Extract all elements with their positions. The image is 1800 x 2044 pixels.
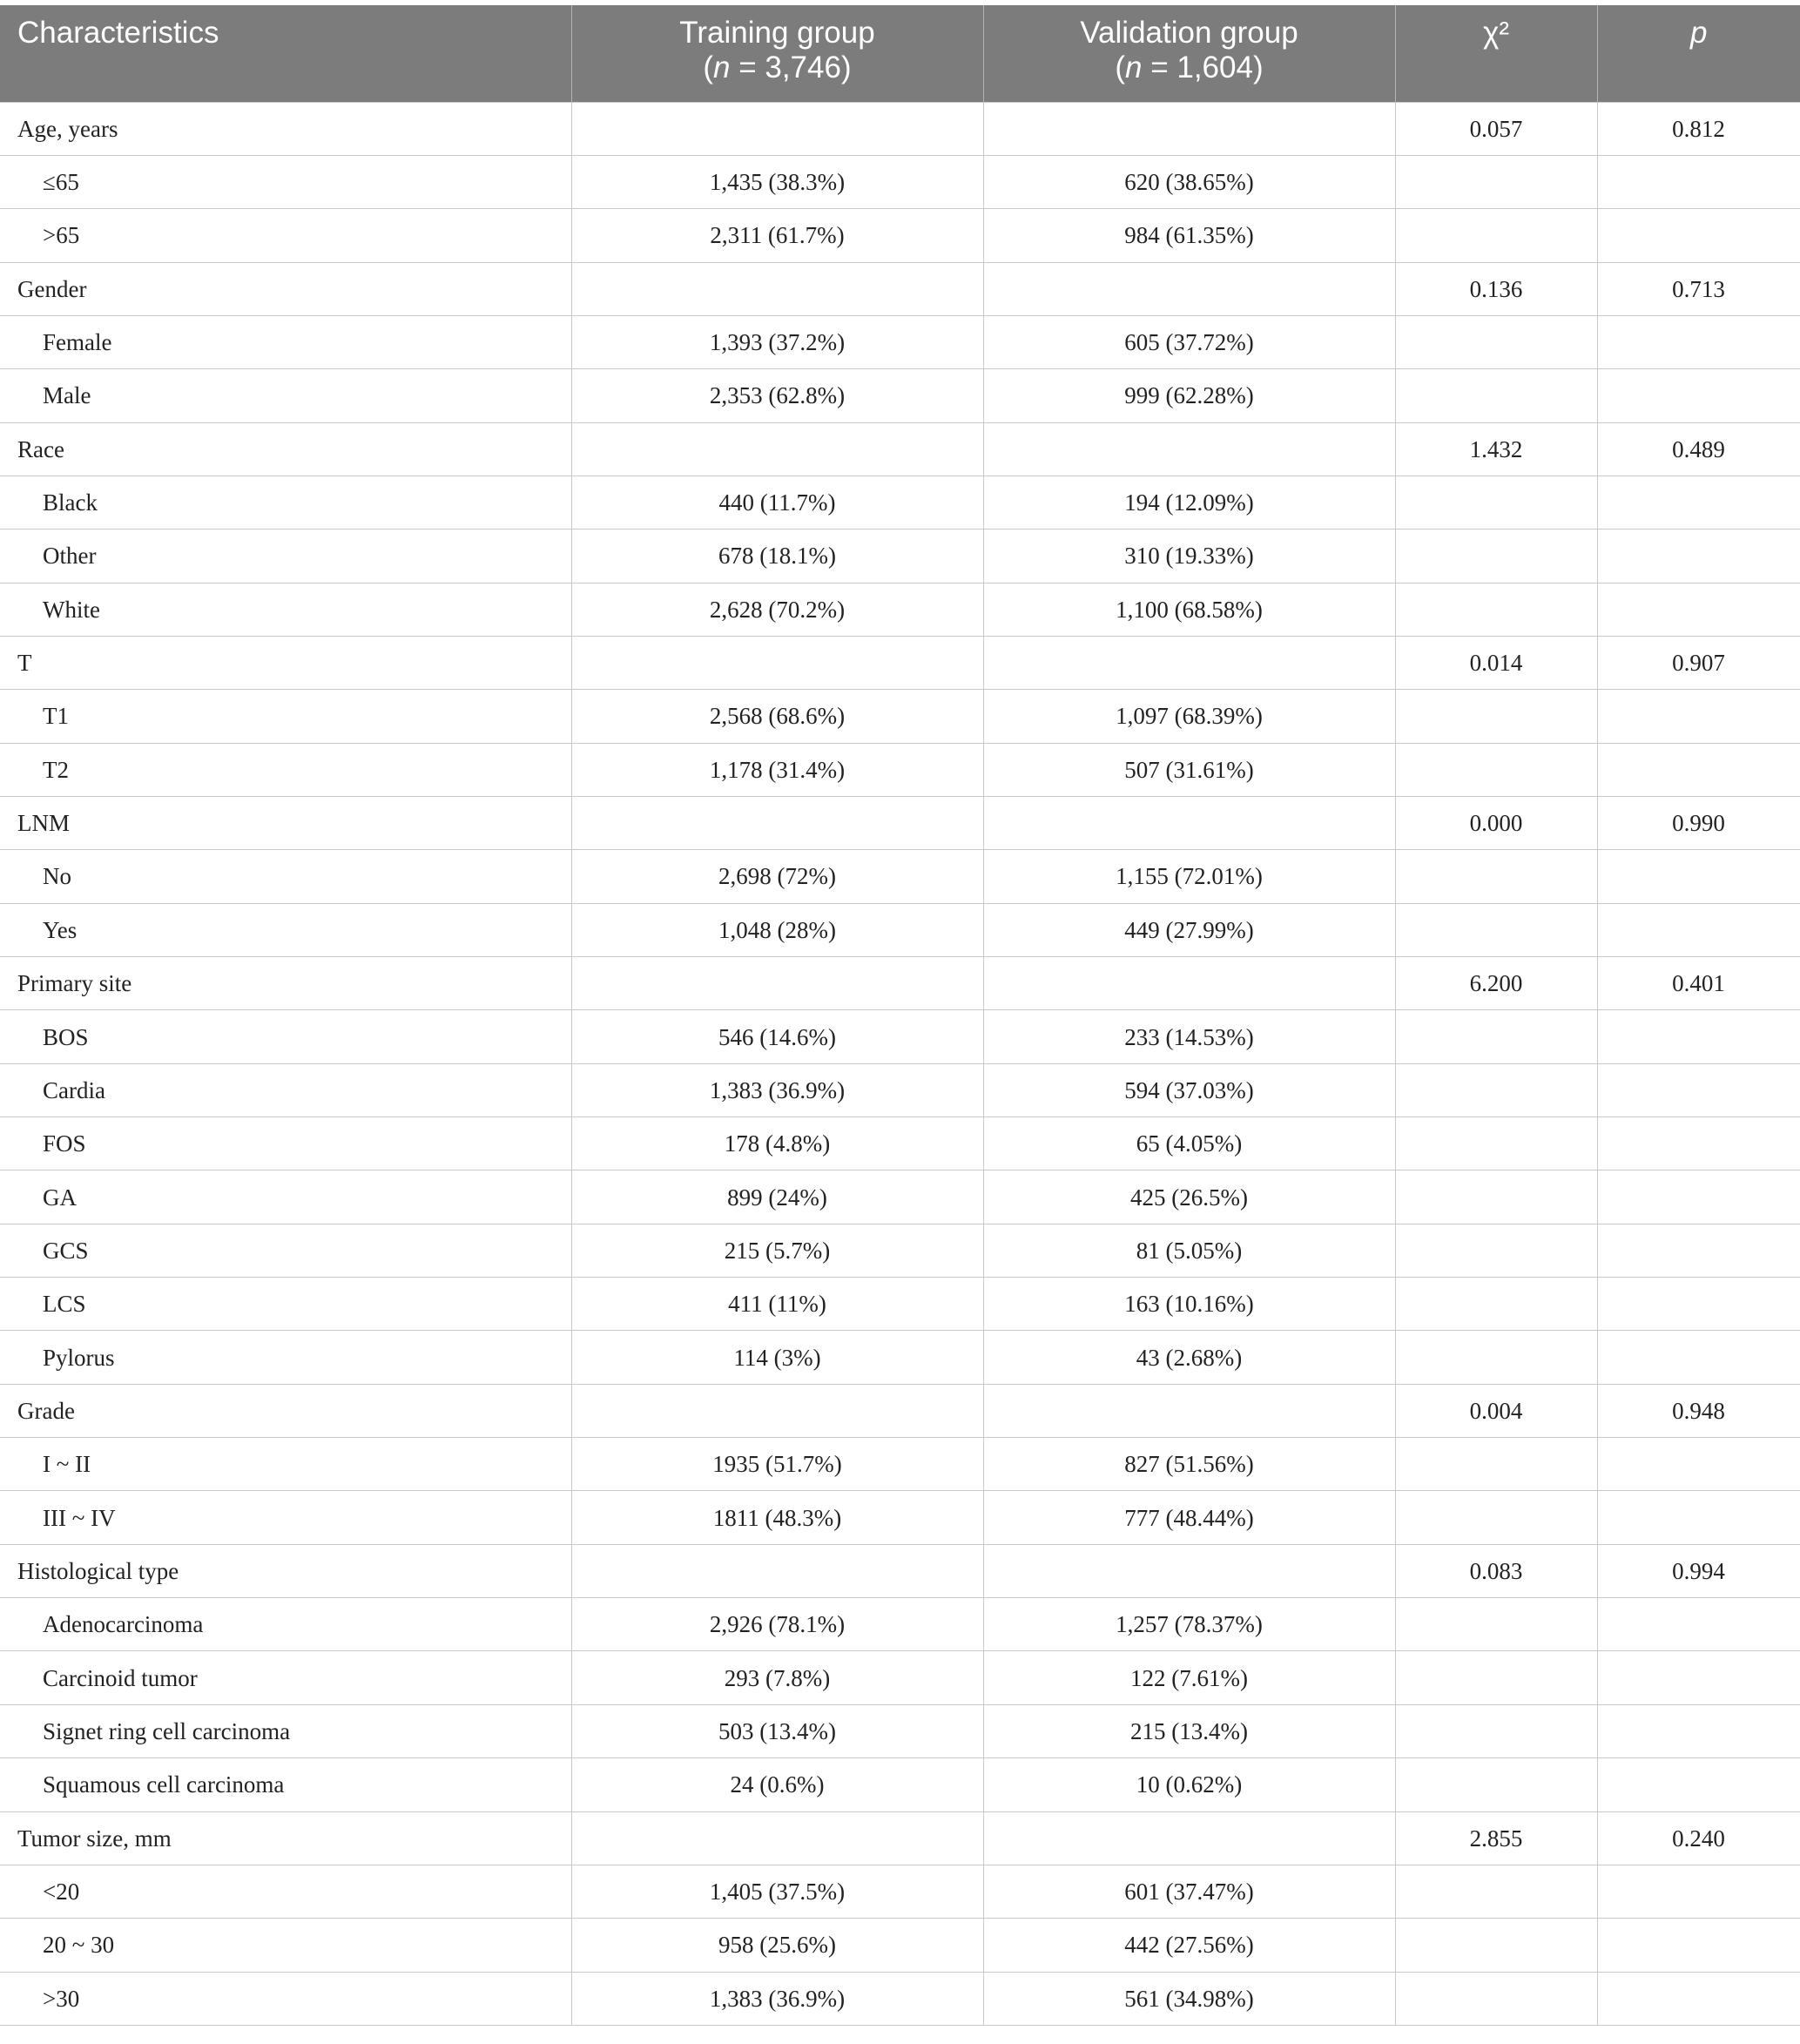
chi-square-value — [1395, 850, 1597, 903]
p-value — [1597, 903, 1800, 956]
validation-value — [983, 262, 1395, 315]
p-value — [1597, 1331, 1800, 1384]
validation-value: 449 (27.99%) — [983, 903, 1395, 956]
row-label: Histological type — [0, 1544, 571, 1597]
chi-square-value — [1395, 1972, 1597, 2025]
table-row-subcategory — [0, 1438, 1800, 1491]
p-value — [1597, 1063, 1800, 1116]
training-value: 2,568 (68.6%) — [571, 690, 983, 743]
chi-square-value — [1395, 903, 1597, 956]
p-value — [1597, 1758, 1800, 1811]
p-value: 0.401 — [1597, 957, 1800, 1010]
training-value: 1935 (51.7%) — [571, 1438, 983, 1491]
validation-value: 1,100 (68.58%) — [983, 583, 1395, 636]
row-label: Yes — [0, 903, 571, 956]
chi-square-value: 0.136 — [1395, 262, 1597, 315]
chi-square-value — [1395, 476, 1597, 529]
table-row-subcategory — [0, 1224, 1800, 1277]
table-row-category — [0, 262, 1800, 315]
header-row — [0, 5, 1800, 102]
header-characteristics: Characteristics — [0, 5, 571, 102]
training-value — [571, 636, 983, 689]
p-value: 0.713 — [1597, 262, 1800, 315]
table-row-category — [0, 102, 1800, 155]
p-value — [1597, 1865, 1800, 1918]
p-value — [1597, 1224, 1800, 1277]
row-label: T — [0, 636, 571, 689]
header-p-value — [1597, 5, 1800, 102]
p-value — [1597, 690, 1800, 743]
training-value — [571, 1811, 983, 1865]
p-value — [1597, 583, 1800, 636]
validation-value — [983, 796, 1395, 849]
row-label: I ~ II — [0, 1438, 571, 1491]
validation-value: 620 (38.65%) — [983, 155, 1395, 208]
chi-square-value — [1395, 743, 1597, 796]
validation-value — [983, 422, 1395, 476]
table-row-subcategory — [0, 369, 1800, 422]
row-label: Male — [0, 369, 571, 422]
p-value — [1597, 476, 1800, 529]
p-value — [1597, 1010, 1800, 1063]
chi-square-value: 0.057 — [1395, 102, 1597, 155]
chi-square-value: 2.855 — [1395, 1811, 1597, 1865]
p-value — [1597, 1651, 1800, 1704]
row-label: GCS — [0, 1224, 571, 1277]
table-row-category — [0, 1811, 1800, 1865]
validation-value: 1,257 (78.37%) — [983, 1598, 1395, 1651]
training-value: 958 (25.6%) — [571, 1919, 983, 1972]
table-body — [0, 102, 1800, 2025]
table-row-subcategory — [0, 530, 1800, 583]
header-validation-label: Validation group — [1080, 16, 1298, 50]
training-value: 293 (7.8%) — [571, 1651, 983, 1704]
training-value: 411 (11%) — [571, 1278, 983, 1331]
p-value — [1597, 369, 1800, 422]
table-row-subcategory — [0, 476, 1800, 529]
row-label: >65 — [0, 209, 571, 262]
row-label: Female — [0, 315, 571, 368]
row-label: <20 — [0, 1865, 571, 1918]
characteristics-table — [0, 5, 1800, 2026]
training-value — [571, 1544, 983, 1597]
training-value: 1,435 (38.3%) — [571, 155, 983, 208]
chi-square-value — [1395, 1224, 1597, 1277]
row-label: Age, years — [0, 102, 571, 155]
header-training-label: Training group — [679, 16, 875, 50]
row-label: Adenocarcinoma — [0, 1598, 571, 1651]
table-row-subcategory — [0, 743, 1800, 796]
table-row-category — [0, 1384, 1800, 1437]
row-label: >30 — [0, 1972, 571, 2025]
validation-value — [983, 102, 1395, 155]
chi-square-value — [1395, 690, 1597, 743]
p-value: 0.994 — [1597, 1544, 1800, 1597]
row-label: Carcinoid tumor — [0, 1651, 571, 1704]
training-value: 2,698 (72%) — [571, 850, 983, 903]
p-value: 0.990 — [1597, 796, 1800, 849]
row-label: LCS — [0, 1278, 571, 1331]
chi-square-value — [1395, 1063, 1597, 1116]
table-row-category — [0, 422, 1800, 476]
training-value: 546 (14.6%) — [571, 1010, 983, 1063]
validation-value: 601 (37.47%) — [983, 1865, 1395, 1918]
table-row-subcategory — [0, 1331, 1800, 1384]
training-value: 178 (4.8%) — [571, 1117, 983, 1170]
validation-value: 984 (61.35%) — [983, 209, 1395, 262]
training-value: 1,383 (36.9%) — [571, 1972, 983, 2025]
p-value — [1597, 1170, 1800, 1224]
chi-square-value — [1395, 155, 1597, 208]
training-value: 2,926 (78.1%) — [571, 1598, 983, 1651]
row-label: T2 — [0, 743, 571, 796]
row-label: GA — [0, 1170, 571, 1224]
table-row-subcategory — [0, 1278, 1800, 1331]
p-value — [1597, 315, 1800, 368]
row-label: Gender — [0, 262, 571, 315]
chi-square-value — [1395, 1651, 1597, 1704]
header-training-n: (n = 3,746) — [703, 51, 852, 84]
chi-square-value — [1395, 369, 1597, 422]
validation-value — [983, 957, 1395, 1010]
training-value — [571, 796, 983, 849]
p-value — [1597, 1278, 1800, 1331]
row-label: BOS — [0, 1010, 571, 1063]
table-row-subcategory — [0, 1704, 1800, 1757]
chi-square-value — [1395, 530, 1597, 583]
p-value — [1597, 1438, 1800, 1491]
validation-value — [983, 1544, 1395, 1597]
header-validation-group — [983, 5, 1395, 102]
training-value: 114 (3%) — [571, 1331, 983, 1384]
chi-square-value: 1.432 — [1395, 422, 1597, 476]
chi-square-value — [1395, 1170, 1597, 1224]
validation-value: 310 (19.33%) — [983, 530, 1395, 583]
table-row-subcategory — [0, 583, 1800, 636]
table-row-subcategory — [0, 1865, 1800, 1918]
chi-square-value — [1395, 1117, 1597, 1170]
validation-value: 10 (0.62%) — [983, 1758, 1395, 1811]
row-label: Pylorus — [0, 1331, 571, 1384]
validation-value: 163 (10.16%) — [983, 1278, 1395, 1331]
table-row-subcategory — [0, 690, 1800, 743]
p-value — [1597, 1972, 1800, 2025]
table-row-subcategory — [0, 1010, 1800, 1063]
p-value — [1597, 743, 1800, 796]
chi-square-value — [1395, 209, 1597, 262]
table-row-subcategory — [0, 155, 1800, 208]
chi-square-value — [1395, 1865, 1597, 1918]
table-row-subcategory — [0, 1063, 1800, 1116]
training-value: 503 (13.4%) — [571, 1704, 983, 1757]
training-value: 678 (18.1%) — [571, 530, 983, 583]
chi-square-value: 6.200 — [1395, 957, 1597, 1010]
training-value — [571, 102, 983, 155]
table-row-subcategory — [0, 315, 1800, 368]
p-value: 0.907 — [1597, 636, 1800, 689]
training-value: 1,405 (37.5%) — [571, 1865, 983, 1918]
chi-square-value — [1395, 1331, 1597, 1384]
row-label: FOS — [0, 1117, 571, 1170]
training-value: 1,178 (31.4%) — [571, 743, 983, 796]
table-row-subcategory — [0, 903, 1800, 956]
table-row-subcategory — [0, 1491, 1800, 1544]
p-value: 0.948 — [1597, 1384, 1800, 1437]
table-row-category — [0, 796, 1800, 849]
training-value — [571, 957, 983, 1010]
row-label: Signet ring cell carcinoma — [0, 1704, 571, 1757]
training-value — [571, 422, 983, 476]
p-value — [1597, 1919, 1800, 1972]
training-value: 1,393 (37.2%) — [571, 315, 983, 368]
training-value: 215 (5.7%) — [571, 1224, 983, 1277]
validation-value: 122 (7.61%) — [983, 1651, 1395, 1704]
chi-square-value: 0.083 — [1395, 1544, 1597, 1597]
validation-value: 777 (48.44%) — [983, 1491, 1395, 1544]
row-label: Tumor size, mm — [0, 1811, 571, 1865]
p-value — [1597, 1598, 1800, 1651]
row-label: ≤65 — [0, 155, 571, 208]
table-row-subcategory — [0, 1972, 1800, 2025]
validation-value: 442 (27.56%) — [983, 1919, 1395, 1972]
training-value: 2,628 (70.2%) — [571, 583, 983, 636]
validation-value: 81 (5.05%) — [983, 1224, 1395, 1277]
training-value — [571, 262, 983, 315]
validation-value: 594 (37.03%) — [983, 1063, 1395, 1116]
validation-value: 194 (12.09%) — [983, 476, 1395, 529]
header-training-group — [571, 5, 983, 102]
validation-value: 561 (34.98%) — [983, 1972, 1395, 2025]
training-value: 1811 (48.3%) — [571, 1491, 983, 1544]
chi-square-value — [1395, 1598, 1597, 1651]
row-label: Grade — [0, 1384, 571, 1437]
chi-square-value — [1395, 1704, 1597, 1757]
chi-square-value — [1395, 583, 1597, 636]
chi-square-value — [1395, 1758, 1597, 1811]
validation-value: 1,097 (68.39%) — [983, 690, 1395, 743]
row-label: White — [0, 583, 571, 636]
training-value: 440 (11.7%) — [571, 476, 983, 529]
row-label: No — [0, 850, 571, 903]
training-value: 24 (0.6%) — [571, 1758, 983, 1811]
row-label: T1 — [0, 690, 571, 743]
table-row-subcategory — [0, 1170, 1800, 1224]
p-value — [1597, 850, 1800, 903]
validation-value: 605 (37.72%) — [983, 315, 1395, 368]
row-label: LNM — [0, 796, 571, 849]
table-row-subcategory — [0, 1758, 1800, 1811]
chi-square-value — [1395, 1919, 1597, 1972]
training-value: 1,048 (28%) — [571, 903, 983, 956]
validation-value: 425 (26.5%) — [983, 1170, 1395, 1224]
table-row-subcategory — [0, 1598, 1800, 1651]
chi-square-value — [1395, 1278, 1597, 1331]
p-value — [1597, 209, 1800, 262]
table-row-subcategory — [0, 1117, 1800, 1170]
p-value: 0.240 — [1597, 1811, 1800, 1865]
validation-value: 215 (13.4%) — [983, 1704, 1395, 1757]
validation-value: 999 (62.28%) — [983, 369, 1395, 422]
validation-value — [983, 1384, 1395, 1437]
table-row-subcategory — [0, 209, 1800, 262]
validation-value: 1,155 (72.01%) — [983, 850, 1395, 903]
row-label: 20 ~ 30 — [0, 1919, 571, 1972]
validation-value: 65 (4.05%) — [983, 1117, 1395, 1170]
p-value — [1597, 155, 1800, 208]
table-row-subcategory — [0, 1651, 1800, 1704]
row-label: Primary site — [0, 957, 571, 1010]
table-row-category — [0, 957, 1800, 1010]
chi-square-value: 0.004 — [1395, 1384, 1597, 1437]
p-value — [1597, 1704, 1800, 1757]
validation-value: 233 (14.53%) — [983, 1010, 1395, 1063]
table-row-category — [0, 1544, 1800, 1597]
table-row-subcategory — [0, 850, 1800, 903]
chi-square-value — [1395, 1491, 1597, 1544]
chi-square-value: 0.000 — [1395, 796, 1597, 849]
p-value — [1597, 530, 1800, 583]
table-row-category — [0, 636, 1800, 689]
table-row-subcategory — [0, 1919, 1800, 1972]
training-value: 2,311 (61.7%) — [571, 209, 983, 262]
validation-value: 827 (51.56%) — [983, 1438, 1395, 1491]
training-value: 1,383 (36.9%) — [571, 1063, 983, 1116]
chi-square-value — [1395, 1010, 1597, 1063]
validation-value — [983, 1811, 1395, 1865]
training-value — [571, 1384, 983, 1437]
validation-value — [983, 636, 1395, 689]
p-value: 0.812 — [1597, 102, 1800, 155]
row-label: Black — [0, 476, 571, 529]
header-chi-square: χ² — [1395, 5, 1597, 102]
row-label: Cardia — [0, 1063, 571, 1116]
p-value — [1597, 1117, 1800, 1170]
row-label: III ~ IV — [0, 1491, 571, 1544]
header-validation-n: (n = 1,604) — [1115, 51, 1264, 84]
validation-value: 507 (31.61%) — [983, 743, 1395, 796]
table-header — [0, 5, 1800, 102]
chi-square-value: 0.014 — [1395, 636, 1597, 689]
p-value: 0.489 — [1597, 422, 1800, 476]
validation-value: 43 (2.68%) — [983, 1331, 1395, 1384]
row-label: Race — [0, 422, 571, 476]
chi-square-value — [1395, 1438, 1597, 1491]
chi-square-value — [1395, 315, 1597, 368]
training-value: 899 (24%) — [571, 1170, 983, 1224]
row-label: Other — [0, 530, 571, 583]
header-p-label: p — [1690, 16, 1708, 50]
p-value — [1597, 1491, 1800, 1544]
training-value: 2,353 (62.8%) — [571, 369, 983, 422]
row-label: Squamous cell carcinoma — [0, 1758, 571, 1811]
